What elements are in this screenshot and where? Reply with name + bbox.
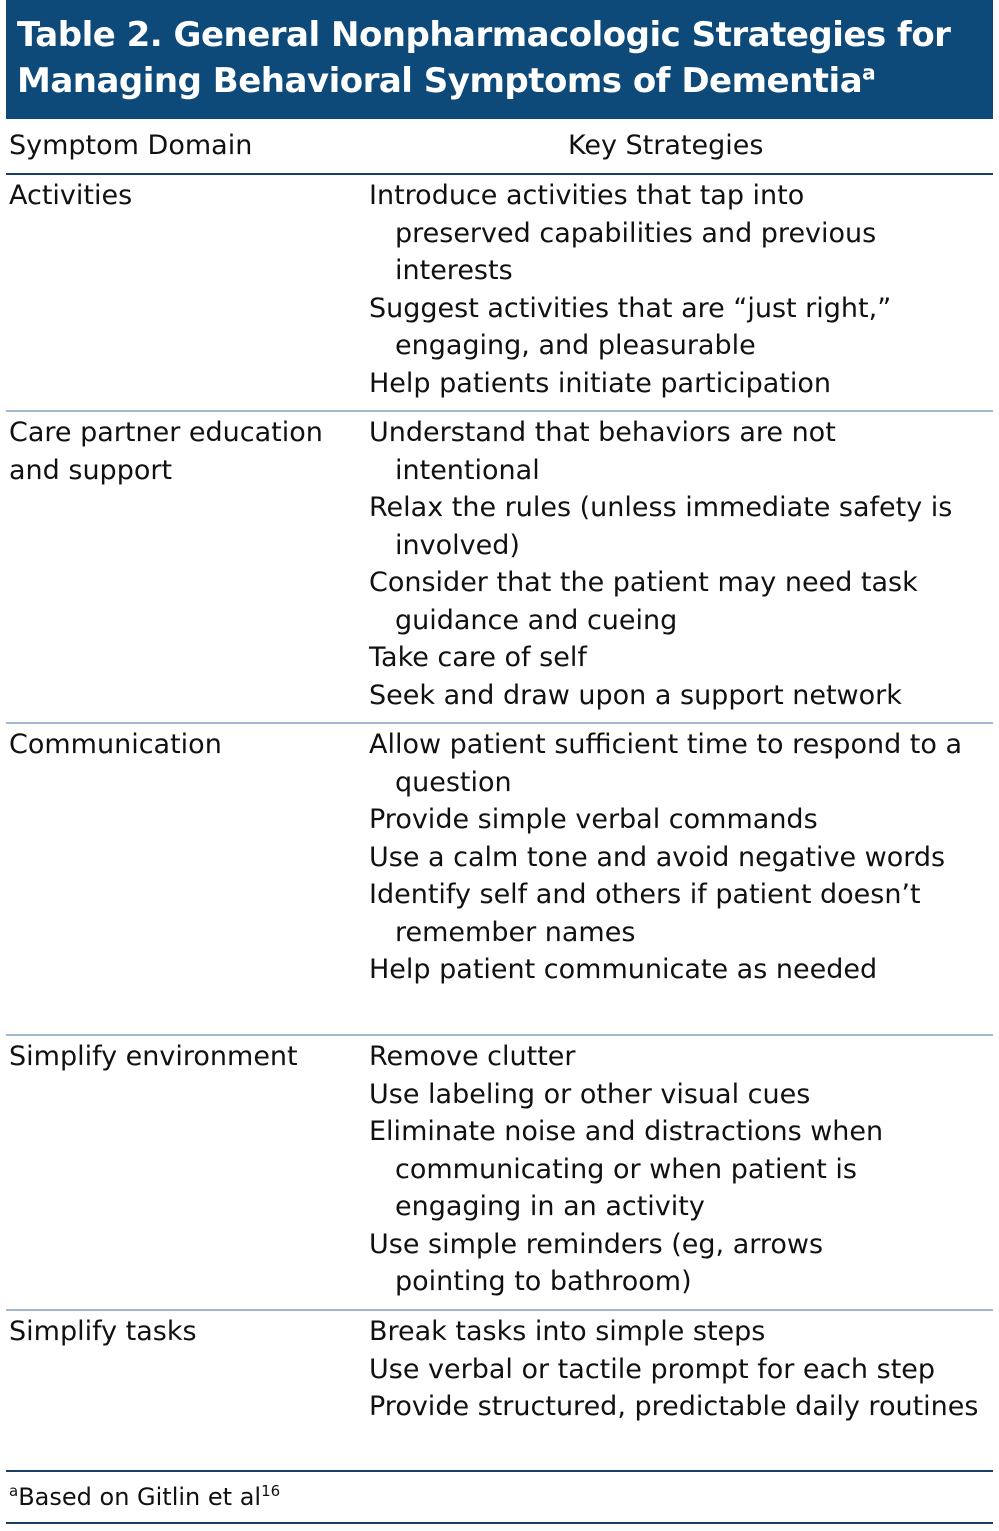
footnote: [9, 1480, 280, 1514]
row-domain-communication: Communication: [9, 729, 222, 760]
footnote-reference: 16: [261, 1482, 281, 1500]
table-bottom-rule: [6, 1470, 993, 1472]
row-domain-care-partner: Care partner education and support: [9, 417, 323, 486]
strategy-item: Use verbal or tactile prompt for each step: [369, 1353, 936, 1385]
table-title-bar: [6, 0, 993, 119]
strategy-item: Allow patient sufficient time to respond to a question: [369, 729, 963, 798]
strategy-item: Use simple reminders (eg, arrows pointing to bathroom): [369, 1228, 824, 1297]
strategy-item: Consider that the patient may need task guidance and cueing: [369, 567, 918, 636]
strategy-item: Seek and draw upon a support network: [369, 679, 902, 711]
row-strategies-care-partner: [369, 414, 959, 714]
row-domain-activities: Activities: [9, 180, 133, 211]
strategy-item: Use a calm tone and avoid negative words: [369, 841, 946, 873]
strategy-item: Identify self and others if patient doesn’t remember names: [369, 879, 921, 948]
strategy-item: Use labeling or other visual cues: [369, 1078, 811, 1110]
table-title-line-1: Table 2. General Nonpharmacologic Strategies for: [17, 15, 951, 55]
strategy-item: Suggest activities that are “just right,” engaging, and pleasurable: [369, 292, 892, 361]
column-header-strategies: Key Strategies: [568, 130, 764, 161]
strategy-item: Understand that behaviors are not intentional: [369, 417, 836, 486]
strategy-item: Provide structured, predictable daily routines: [369, 1391, 979, 1422]
row-strategies-simplify-tasks: [369, 1313, 989, 1426]
row-domain-simplify-tasks: Simplify tasks: [9, 1316, 197, 1347]
strategy-item: Provide simple verbal commands: [369, 804, 818, 835]
row-strategies-simplify-environment: [369, 1038, 929, 1301]
strategy-item: Help patient communicate as needed: [369, 954, 878, 985]
title-footnote-marker: a: [862, 60, 876, 85]
row-domain-simplify-environment: Simplify environment: [9, 1041, 298, 1072]
table-title-line-2-text: Managing Behavioral Symptoms of Dementia: [17, 61, 863, 101]
strategy-item: Remove clutter: [369, 1041, 576, 1072]
row-strategies-communication: [369, 726, 969, 989]
footnote-marker: a: [9, 1482, 19, 1500]
table-title-line-2: [17, 58, 993, 104]
strategy-item: Break tasks into simple steps: [369, 1316, 766, 1347]
row-divider: [6, 722, 993, 724]
column-header-domain: Symptom Domain: [9, 130, 253, 161]
footnote-bottom-rule: [6, 1522, 993, 1524]
strategy-item: Eliminate noise and distractions when communicating or when patient is engaging in an activity: [369, 1116, 884, 1222]
header-divider: [6, 173, 993, 175]
strategy-item: Take care of self: [369, 642, 587, 673]
strategy-item: Help patients initiate participation: [369, 367, 832, 399]
row-divider: [6, 1309, 993, 1311]
strategy-item: Introduce activities that tap into preserved capabilities and previous interests: [369, 180, 877, 286]
row-divider: [6, 410, 993, 412]
footnote-text: Based on Gitlin et al: [18, 1483, 262, 1511]
table-title: [17, 12, 993, 104]
row-divider: [6, 1034, 993, 1036]
strategy-item: Relax the rules (unless immediate safety is involved): [369, 492, 953, 561]
row-strategies-activities: [369, 177, 929, 402]
